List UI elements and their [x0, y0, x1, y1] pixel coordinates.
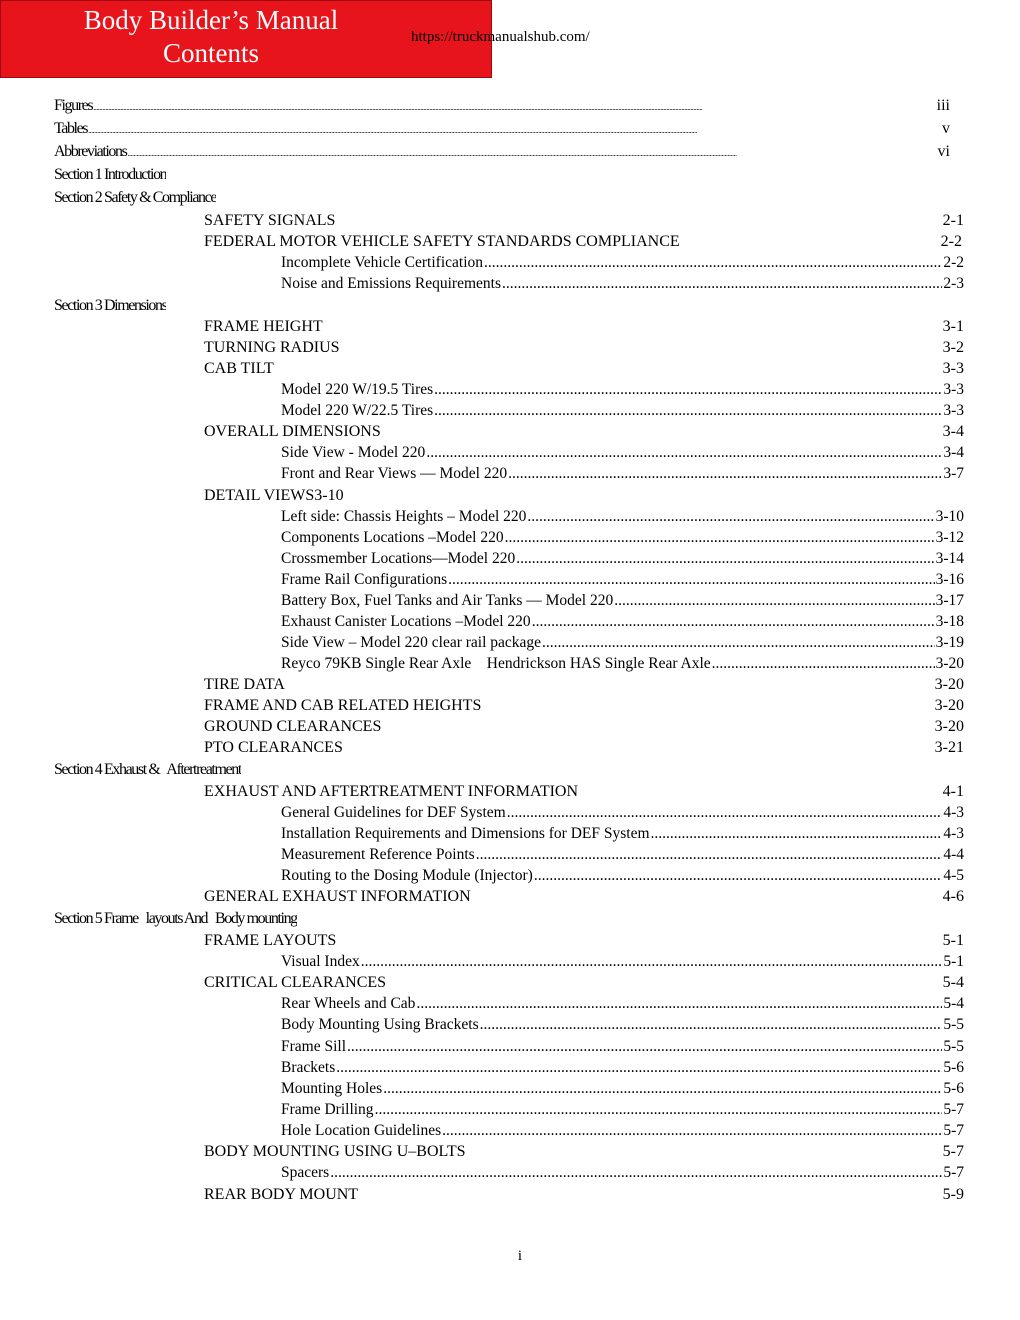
toc-entry-clear-rail-package[interactable] [281, 634, 964, 652]
toc-entry-page: 3-12 [935, 529, 964, 546]
toc-entry-page: 3-20 [934, 718, 964, 735]
section-title: Section 5 Frame layouts And Body mounting [54, 910, 297, 927]
toc-entry-exhaust-canister[interactable] [281, 613, 964, 631]
toc-entry-page: 3-17 [935, 592, 964, 609]
toc-entry-title: SAFETY SIGNALS [204, 212, 336, 229]
dot-leader [502, 275, 942, 293]
dot-leader [416, 995, 942, 1013]
toc-entry-def-guidelines[interactable] [281, 804, 964, 822]
toc-entry-title: Reyco 79KB Single Rear Axle Hendrickson HAS Single Rear Axle [281, 655, 711, 672]
toc-entry-page: 5-4 [943, 995, 964, 1012]
dot-leader [532, 613, 935, 631]
toc-entry-fmvss[interactable] [204, 233, 962, 251]
toc-entry-title: REAR BODY MOUNT [204, 1186, 359, 1203]
toc-entry-title: Front and Rear Views — Model 220 [281, 465, 508, 482]
dot-leader [507, 804, 943, 822]
dot-leader [651, 825, 943, 843]
toc-entry-model-220-19-5[interactable] [281, 381, 964, 399]
toc-entry-title: FRAME HEIGHT [204, 318, 323, 335]
toc-entry-dosing-module[interactable] [281, 867, 964, 885]
dot-leader [480, 1016, 943, 1034]
dot-leader [448, 571, 934, 589]
toc-entry-title: FRAME LAYOUTS [204, 932, 337, 949]
toc-entry-front-rear-views[interactable] [281, 465, 964, 483]
toc-entry-model-220-22-5[interactable] [281, 402, 964, 420]
toc-entry-chassis-heights[interactable] [281, 508, 964, 526]
toc-entry-title: Exhaust Canister Locations –Model 220 [281, 613, 531, 630]
toc-entry-page: 5-7 [943, 1122, 964, 1139]
section-title: Section 1 Introduction [54, 166, 167, 183]
toc-entry-battery-fuel-air-tanks[interactable] [281, 592, 964, 610]
toc-entry-page: 4-5 [943, 867, 964, 884]
toc-entry-page: 3-3 [942, 360, 964, 377]
toc-entry-safety-signals[interactable] [204, 212, 964, 230]
dot-leader [614, 592, 934, 610]
dot-leader [361, 953, 943, 971]
toc-entry-title: Crossmember Locations—Model 220 [281, 550, 516, 567]
toc-entry-visual-index[interactable] [281, 953, 964, 971]
toc-entry-page: 5-6 [943, 1080, 964, 1097]
page-number: i [517, 1248, 523, 1264]
toc-entry-page: v [942, 120, 950, 137]
dot-leader [476, 846, 943, 864]
toc-entry-incomplete-vehicle[interactable] [281, 254, 964, 272]
toc-entry-title: OVERALL DIMENSIONS [204, 423, 381, 440]
toc-entry-title: Abbreviations [54, 143, 127, 160]
toc-entry-page: 5-1 [942, 932, 964, 949]
dot-leader [516, 550, 934, 568]
section-title: Section 2 Safety & Compliance [54, 189, 217, 206]
toc-entry-critical-clearances[interactable] [204, 974, 964, 992]
toc-entry-page: 3-14 [935, 550, 964, 567]
toc-entry-page: 3-20 [934, 697, 964, 714]
toc-entry-mounting-holes[interactable] [281, 1080, 964, 1098]
toc-entry-page: 2-3 [943, 275, 964, 292]
toc-entry-page: 3-19 [935, 634, 964, 651]
toc-entry-rear-wheels-cab[interactable] [281, 995, 964, 1013]
toc-entry-title: GENERAL EXHAUST INFORMATION [204, 888, 471, 905]
toc-entry-title: Model 220 W/19.5 Tires [281, 381, 434, 398]
toc-entry-page: iii [936, 97, 950, 114]
toc-entry-page: 2-2 [943, 254, 964, 271]
toc-entry-figures[interactable] [54, 97, 950, 115]
toc-entry-title: Rear Wheels and Cab [281, 995, 416, 1012]
toc-entry-title: CAB TILT [204, 360, 274, 377]
toc-entry-rear-body-mount[interactable] [204, 1186, 964, 1204]
section-title: Section 3 Dimensions [54, 297, 167, 314]
toc-entry-page: 3-3 [943, 402, 964, 419]
toc-entry-title: FRAME AND CAB RELATED HEIGHTS [204, 697, 482, 714]
toc-entry-general-exhaust[interactable] [204, 888, 964, 906]
toc-entry-page: 3-4 [942, 423, 964, 440]
toc-entry-page: 5-9 [942, 1186, 964, 1203]
dot-leader [426, 444, 942, 462]
toc-entry-title: FEDERAL MOTOR VEHICLE SAFETY STANDARDS COMPLIANCE [204, 233, 680, 250]
toc-entry-tire-data[interactable] [204, 676, 964, 694]
toc-entry-cab-tilt[interactable] [204, 360, 964, 378]
toc-entry-frame-sill[interactable] [281, 1038, 964, 1056]
toc-entry-title: Brackets [281, 1059, 336, 1076]
toc-entry-page: 5-7 [943, 1101, 964, 1118]
toc-entry-rear-axle[interactable] [281, 655, 964, 673]
toc-entry-page: 4-4 [943, 846, 964, 863]
toc-entry-title: Incomplete Vehicle Certification [281, 254, 483, 271]
toc-entry-overall-dimensions[interactable] [204, 423, 964, 441]
toc-entry-title: CRITICAL CLEARANCES [204, 974, 387, 991]
section-title: Section 4 Exhaust & Aftertreatment [54, 761, 241, 778]
toc-entry-tables[interactable] [54, 120, 950, 138]
toc-entry-page: 2-2 [940, 233, 962, 250]
dot-leader [330, 1164, 942, 1182]
dot-leader [127, 149, 936, 158]
title-line-2: Contents [162, 38, 259, 68]
section-heading-2[interactable] [54, 189, 216, 207]
toc-entry-frame-rail-configurations[interactable] [281, 571, 964, 589]
toc-entry-title: PTO CLEARANCES [204, 739, 343, 756]
toc-entry-title: GROUND CLEARANCES [204, 718, 382, 735]
section-heading-4[interactable] [54, 761, 241, 779]
toc-entry-page: 3-16 [935, 571, 964, 588]
toc-entry-title: Figures [54, 97, 93, 114]
toc-entry-page: 3-20 [934, 676, 964, 693]
toc-entry-title: Side View – Model 220 clear rail package [281, 634, 542, 651]
section-heading-3[interactable] [54, 297, 166, 315]
toc-entry-exhaust-aftertreatment-info[interactable] [204, 783, 964, 801]
toc-entry-page: 3-21 [934, 739, 964, 756]
toc-entry-title: Model 220 W/22.5 Tires [281, 402, 434, 419]
toc-entry-mounting-brackets[interactable] [281, 1016, 964, 1034]
toc-entry-page: 5-5 [943, 1038, 964, 1055]
toc-entry-detail-views[interactable] [204, 487, 964, 505]
toc-entry-page: 4-3 [943, 804, 964, 821]
toc-entry-page: 3-20 [935, 655, 964, 672]
toc-entry-components-locations[interactable] [281, 529, 964, 547]
toc-entry-brackets[interactable] [281, 1059, 964, 1077]
toc-entry-page: vi [937, 143, 950, 160]
toc-entry-measurement-reference[interactable] [281, 846, 964, 864]
toc-entry-title: BODY MOUNTING USING U–BOLTS [204, 1143, 466, 1160]
toc-entry-title: TURNING RADIUS [204, 339, 340, 356]
toc-entry-page: 3-18 [935, 613, 964, 630]
toc-entry-title: Frame Drilling [281, 1101, 374, 1118]
toc-entry-ground-clearances[interactable] [204, 718, 964, 736]
toc-entry-noise-emissions[interactable] [281, 275, 964, 293]
toc-entry-side-view[interactable] [281, 444, 964, 462]
dot-leader [336, 1059, 942, 1077]
toc-entry-u-bolts[interactable] [204, 1143, 964, 1161]
dot-leader [93, 103, 935, 112]
toc-entry-page: 3-4 [943, 444, 964, 461]
dot-leader [505, 529, 935, 547]
toc-entry-def-installation[interactable] [281, 825, 964, 843]
toc-entry-title: Frame Sill [281, 1038, 347, 1055]
section-heading-1[interactable] [54, 166, 166, 184]
toc-entry-page: 3-2 [942, 339, 964, 356]
toc-entry-title: Left side: Chassis Heights – Model 220 [281, 508, 527, 525]
dot-leader [484, 254, 942, 272]
toc-entry-crossmember-locations[interactable] [281, 550, 964, 568]
toc-entry-title: Mounting Holes [281, 1080, 383, 1097]
dot-leader [88, 126, 941, 135]
dot-leader [375, 1101, 943, 1119]
toc-entry-page: 5-7 [942, 1143, 964, 1160]
toc-entry-title: EXHAUST AND AFTERTREATMENT INFORMATION [204, 783, 579, 800]
toc-entry-page: 5-6 [943, 1059, 964, 1076]
toc-entry-title: Installation Requirements and Dimensions for DEF System [281, 825, 650, 842]
toc-entry-title: Routing to the Dosing Module (Injector) [281, 867, 533, 884]
toc-entry-title: Spacers [281, 1164, 330, 1181]
toc-entry-title: Hole Location Guidelines [281, 1122, 442, 1139]
toc-entry-page: 5-4 [942, 974, 964, 991]
toc-entry-hole-location[interactable] [281, 1122, 964, 1140]
dot-leader [434, 381, 942, 399]
toc-entry-page: 3-7 [943, 465, 964, 482]
section-heading-5[interactable] [54, 910, 297, 928]
toc-entry-title: Battery Box, Fuel Tanks and Air Tanks — Model 220 [281, 592, 614, 609]
toc-entry-page: 4-6 [942, 888, 964, 905]
dot-leader [527, 508, 934, 526]
title-line-1: Body Builder’s Manual [83, 5, 339, 35]
toc-entry-frame-height[interactable] [204, 318, 964, 336]
toc-entry-title: DETAIL VIEWS3-10 [204, 487, 344, 504]
toc-entry-title: Components Locations –Model 220 [281, 529, 504, 546]
toc-entry-page: 2-1 [942, 212, 964, 229]
toc-entry-title: Side View - Model 220 [281, 444, 426, 461]
toc-entry-frame-layouts[interactable] [204, 932, 964, 950]
toc-entry-title: Measurement Reference Points [281, 846, 475, 863]
toc-entry-frame-drilling[interactable] [281, 1101, 964, 1119]
toc-entry-abbreviations[interactable] [54, 143, 950, 161]
toc-entry-page: 4-3 [943, 825, 964, 842]
toc-entry-page: 3-3 [943, 381, 964, 398]
toc-entry-title: Frame Rail Configurations [281, 571, 448, 588]
toc-entry-title: Visual Index [281, 953, 360, 970]
toc-entry-page: 5-5 [943, 1016, 964, 1033]
toc-entry-title: Noise and Emissions Requirements [281, 275, 501, 292]
toc-entry-title: Body Mounting Using Brackets [281, 1016, 479, 1033]
dot-leader [542, 634, 935, 652]
dot-leader [442, 1122, 942, 1140]
toc-entry-pto-clearances[interactable] [204, 739, 964, 757]
dot-leader [712, 655, 935, 673]
dot-leader [347, 1038, 942, 1056]
dot-leader [383, 1080, 942, 1098]
dot-leader [534, 867, 942, 885]
toc-entry-page: 3-10 [935, 508, 964, 525]
toc-entry-title: Tables [54, 120, 88, 137]
toc-entry-page: 5-1 [943, 953, 964, 970]
toc-entry-frame-cab-heights[interactable] [204, 697, 964, 715]
toc-entry-page: 4-1 [942, 783, 964, 800]
toc-entry-page: 5-7 [943, 1164, 964, 1181]
toc-entry-turning-radius[interactable] [204, 339, 964, 357]
toc-entry-spacers[interactable] [281, 1164, 964, 1182]
toc-entry-title: General Guidelines for DEF System [281, 804, 506, 821]
dot-leader [434, 402, 942, 420]
toc-entry-title: TIRE DATA [204, 676, 285, 693]
toc-entry-page: 3-1 [942, 318, 964, 335]
dot-leader [508, 465, 942, 483]
source-url[interactable]: https://truckmanualshub.com/ [411, 29, 590, 45]
